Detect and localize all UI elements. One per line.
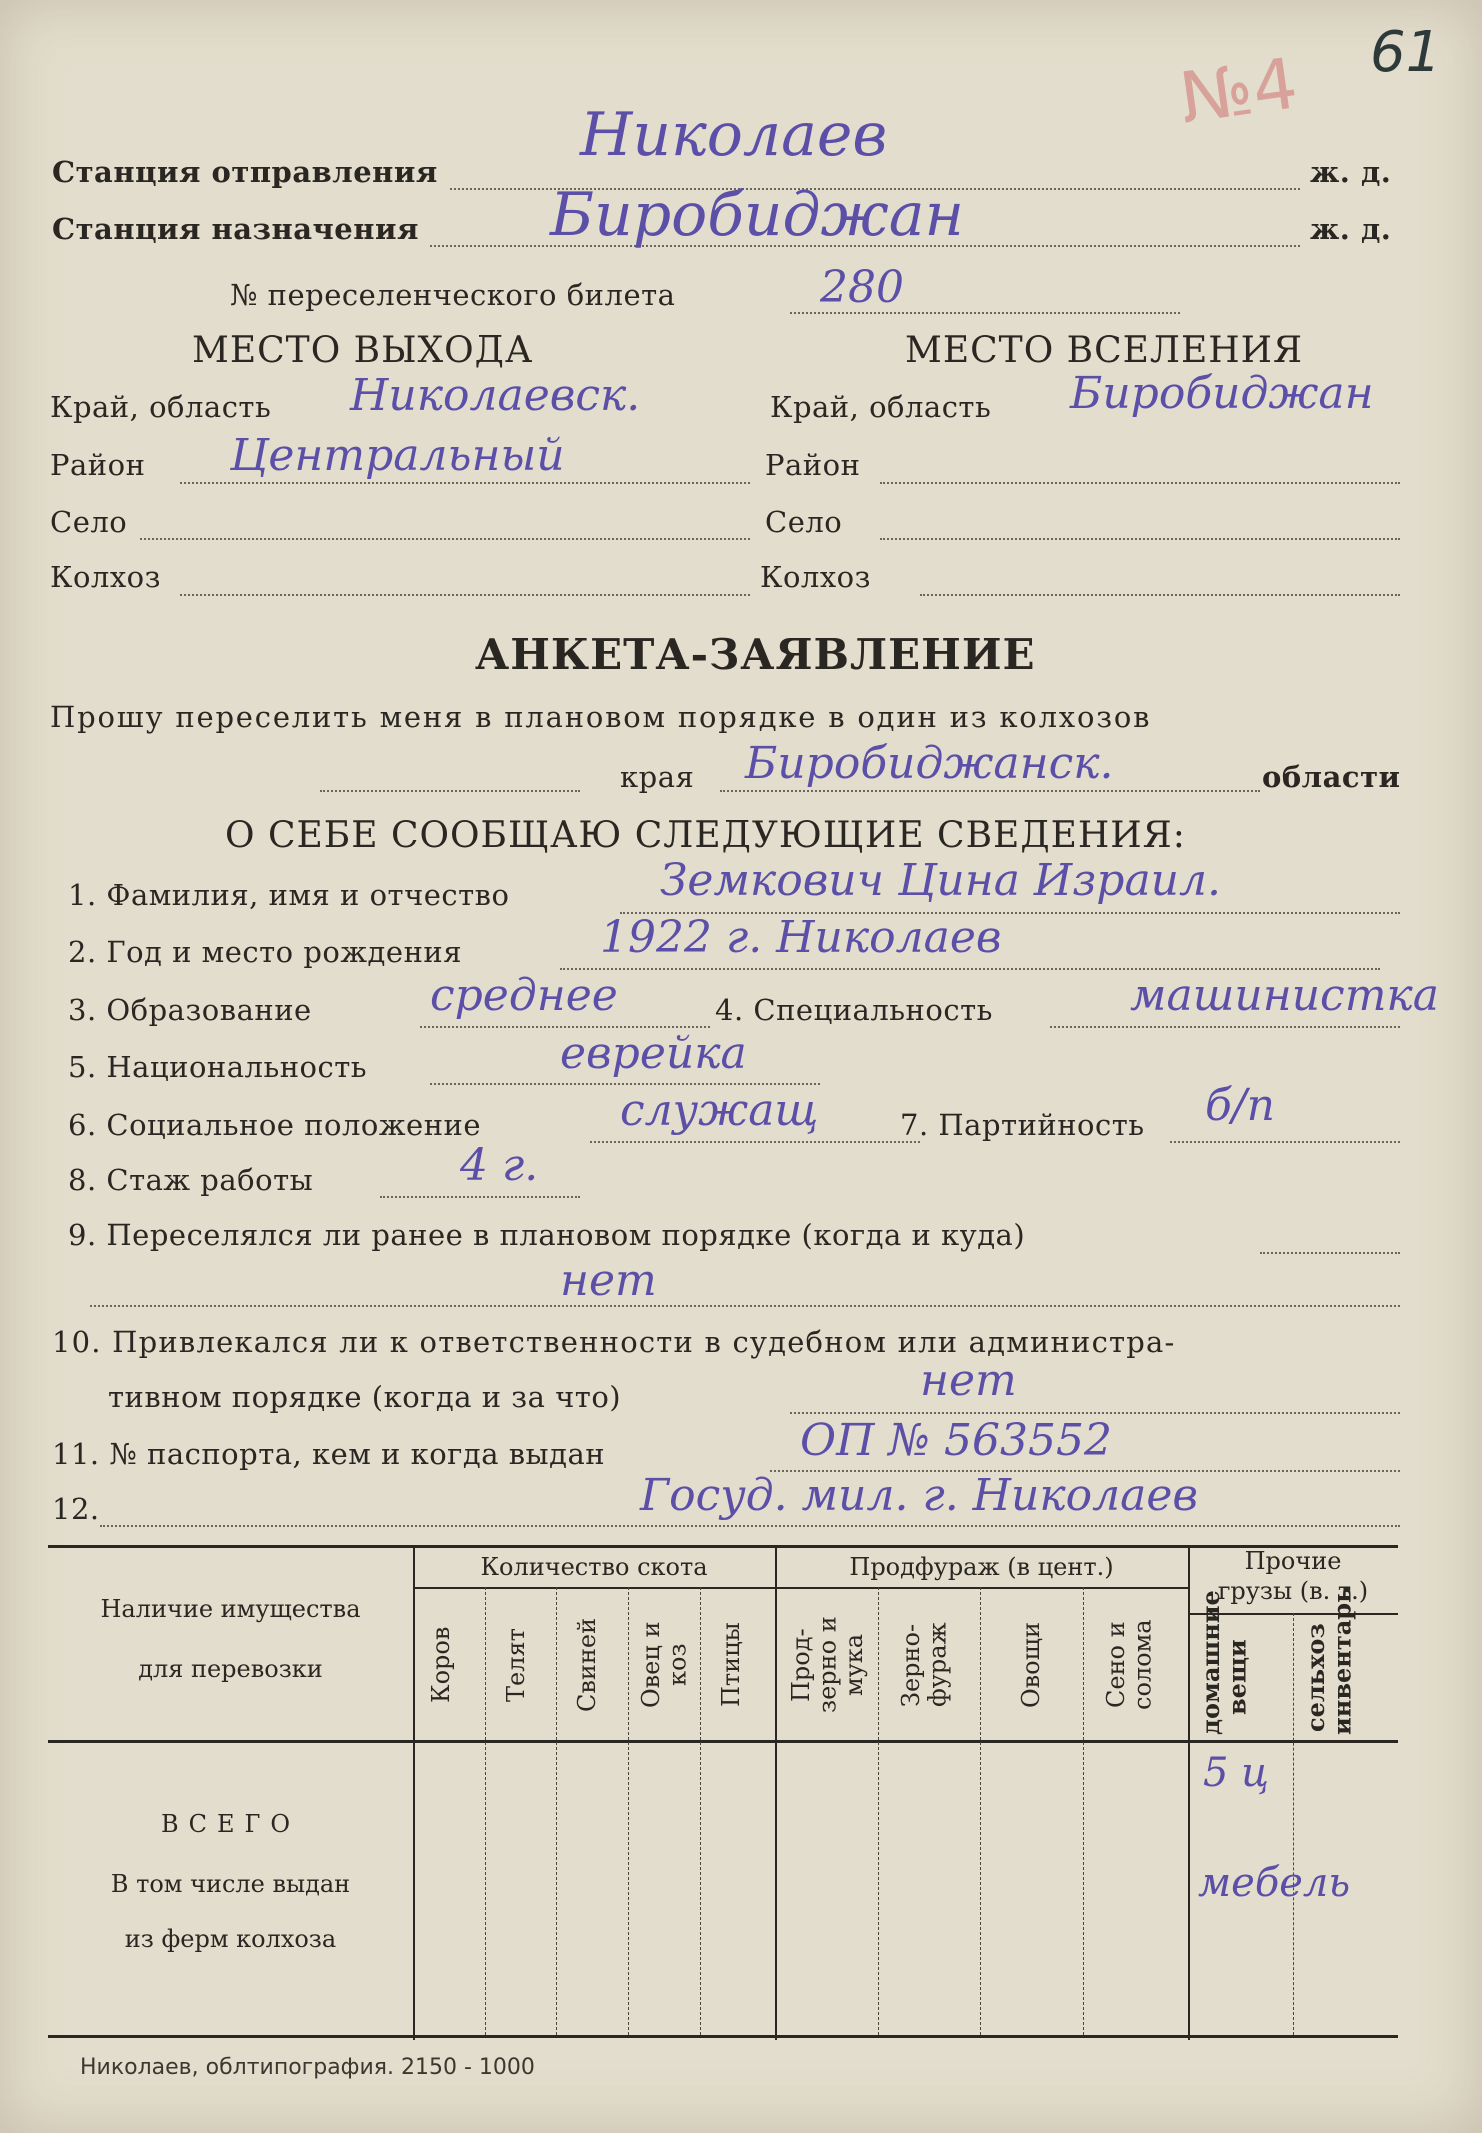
item10-value: нет [920, 1355, 1017, 1406]
other-group-label-1: Прочие [1244, 1547, 1342, 1575]
table-header-rule [48, 1740, 1398, 1743]
item11-value: ОП № 563552 [800, 1415, 1113, 1466]
col-farm-inventory: сельхоз инвентарь [1301, 1586, 1357, 1735]
page-number: 61 [1370, 20, 1442, 85]
request-region-line [720, 790, 1260, 792]
table-bottom-rule [48, 2035, 1398, 2038]
exit-kolkhoz-line [180, 594, 750, 596]
entry-village-line [880, 538, 1400, 540]
info-heading: О СЕБЕ СООБЩАЮ СЛЕДУЮЩИЕ СВЕДЕНИЯ: [225, 815, 1186, 856]
item10-label-2: тивном порядке (когда и за что) [108, 1380, 622, 1414]
rail-suffix-2: ж. д. [1310, 212, 1392, 246]
row-header-2: для перевозки [138, 1655, 323, 1683]
col-divider [1293, 1613, 1294, 2035]
item10-line [790, 1412, 1400, 1414]
entry-region-value: Биробиджан [1070, 368, 1374, 419]
exit-district-label: Район [50, 448, 146, 482]
exit-region-label: Край, область [50, 390, 272, 424]
col-vegetables: Овощи [1017, 1622, 1045, 1708]
col-divider [700, 1587, 701, 2035]
entry-district-label: Район [765, 448, 861, 482]
arrival-station-value: Биробиджан [550, 180, 965, 250]
item4-label: 4. Специальность [715, 993, 993, 1027]
livestock-group-label: Количество скота [480, 1553, 708, 1581]
item12-label: 12. [52, 1492, 100, 1526]
exit-village-label: Село [50, 505, 128, 539]
household-value: 5 ц [1203, 1750, 1270, 1796]
col-poultry: Птицы [717, 1622, 745, 1708]
col-divider [980, 1587, 981, 2035]
arrival-station-label: Станция назначения [52, 212, 419, 246]
row-header-1: Наличие имущества [100, 1595, 361, 1623]
issued-label-2: из ферм колхоза [124, 1925, 337, 1953]
col-divider [485, 1587, 486, 2035]
col-divider [556, 1587, 557, 2035]
table-divider-other [1188, 1545, 1190, 2040]
item5-label: 5. Национальность [68, 1050, 368, 1084]
col-calves: Телят [502, 1628, 530, 1702]
livestock-group-rule [413, 1587, 775, 1589]
item4-value: машинистка [1130, 970, 1439, 1021]
household-note: мебель [1198, 1860, 1351, 1906]
col-sheep-goats: Овец и коз [637, 1621, 692, 1709]
item3-label: 3. Образование [68, 993, 312, 1027]
item6-line [590, 1141, 920, 1143]
item10-label: 10. Привлекался ли к ответственности в судебном или администра- [52, 1325, 1176, 1359]
property-table [48, 1545, 1398, 2040]
item8-label: 8. Стаж работы [68, 1163, 314, 1197]
item1-value: Земкович Цина Израил. [660, 855, 1222, 906]
item4-line [1050, 1026, 1400, 1028]
item8-value: 4 г. [460, 1140, 539, 1191]
col-grain-flour: Прод-зерно и мука [787, 1616, 868, 1714]
exit-place-heading: МЕСТО ВЫХОДА [192, 330, 534, 371]
item7-value: б/п [1205, 1080, 1276, 1131]
entry-district-line [880, 482, 1400, 484]
col-cows: Коров [427, 1626, 455, 1704]
entry-kolkhoz-label: Колхоз [760, 560, 871, 594]
item9-line-a [1260, 1252, 1400, 1254]
item8-line [380, 1196, 580, 1198]
departure-station-label: Станция отправления [52, 155, 438, 189]
exit-kolkhoz-label: Колхоз [50, 560, 161, 594]
item11-label: 11. № паспорта, кем и когда выдан [52, 1437, 606, 1471]
item1-label: 1. Фамилия, имя и отчество [68, 878, 510, 912]
departure-station-value: Николаев [580, 100, 888, 170]
col-hay-straw: Сено и солома [1102, 1619, 1157, 1711]
item9-line-b [90, 1305, 1400, 1307]
request-line-1: Прошу переселить меня в плановом порядке в один из колхозов [50, 700, 1152, 734]
entry-place-heading: МЕСТО ВСЕЛЕНИЯ [905, 330, 1304, 371]
item7-label: 7. Партийность [900, 1108, 1145, 1142]
request-oblasti: области [1262, 760, 1401, 794]
col-divider [628, 1587, 629, 2035]
exit-village-line [140, 538, 750, 540]
table-divider-livestock [413, 1545, 415, 2040]
stamp-mark: №4 [1174, 42, 1303, 140]
issued-label-1: В том числе выдан [110, 1870, 351, 1898]
total-label: ВСЕГО [160, 1810, 301, 1838]
item12-line [100, 1525, 1400, 1527]
fodder-group-label: Продфураж (в цент.) [849, 1553, 1114, 1581]
item7-line [1170, 1141, 1400, 1143]
ticket-label: № переселенческого билета [230, 278, 676, 312]
item2-value: 1922 г. Николаев [600, 912, 1002, 963]
rail-suffix-1: ж. д. [1310, 155, 1392, 189]
exit-district-line [180, 482, 750, 484]
col-divider [1083, 1587, 1084, 2035]
request-region-value: Биробиджанск. [745, 738, 1114, 789]
col-pigs: Свиней [573, 1617, 601, 1713]
fodder-group-rule [775, 1587, 1188, 1589]
table-divider-fodder [775, 1545, 777, 2040]
col-divider [878, 1587, 879, 2035]
entry-region-label: Край, область [770, 390, 992, 424]
col-household: домашние вещи [1196, 1590, 1252, 1735]
other-group-label-2: грузы (в. т.) [1217, 1577, 1369, 1605]
entry-village-label: Село [765, 505, 843, 539]
col-grain-fodder: Зерно-фураж [897, 1622, 952, 1708]
entry-kolkhoz-line [920, 594, 1400, 596]
item9-value: нет [560, 1255, 657, 1306]
request-blank-line [320, 790, 580, 792]
item6-label: 6. Социальное положение [68, 1108, 482, 1142]
item3-value: среднее [430, 970, 618, 1021]
exit-district-value: Центральный [230, 430, 565, 481]
item6-value: служащ [620, 1085, 819, 1136]
exit-region-value: Николаевск. [350, 370, 641, 421]
ticket-value: 280 [820, 262, 904, 313]
request-kraya: края [620, 760, 695, 794]
printer-footer: Николаев, облтипография. 2150 - 1000 [80, 2055, 535, 2080]
item2-label: 2. Год и место рождения [68, 935, 463, 969]
item12-value: Госуд. мил. г. Николаев [640, 1470, 1199, 1521]
item5-value: еврейка [560, 1028, 747, 1079]
form-title: АНКЕТА-ЗАЯВЛЕНИЕ [475, 630, 1036, 679]
item9-label: 9. Переселялся ли ранее в плановом порядке (когда и куда) [68, 1218, 1026, 1252]
